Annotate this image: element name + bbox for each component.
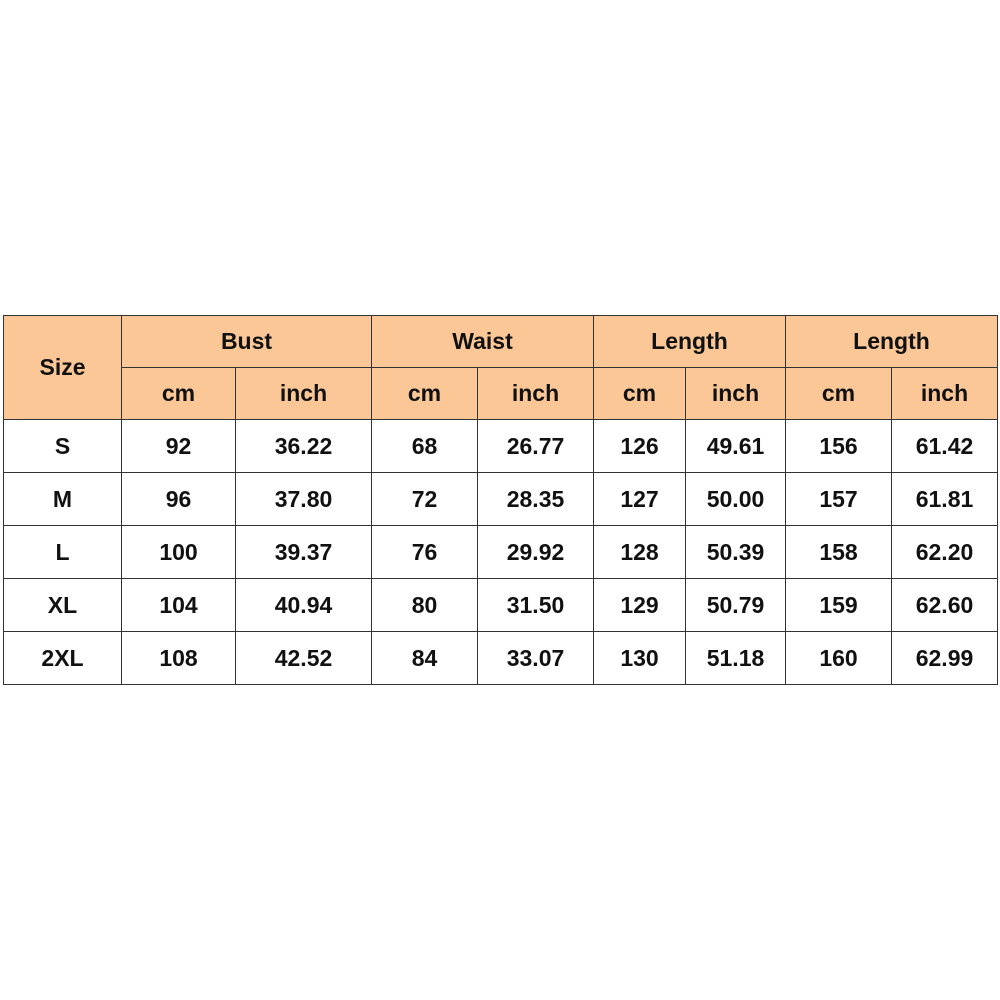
value-cell: 61.81 (892, 473, 998, 526)
value-cell: 158 (786, 526, 892, 579)
table-header (4, 316, 998, 420)
value-cell: 96 (122, 473, 236, 526)
value-cell: 62.99 (892, 632, 998, 685)
size-cell: L (4, 526, 122, 579)
size-chart-table (3, 315, 998, 685)
table-row-l (4, 526, 998, 579)
value-cell: 40.94 (236, 579, 372, 632)
value-cell: 127 (594, 473, 686, 526)
unit-header: cm (372, 368, 478, 420)
header-row-groups (4, 316, 998, 368)
value-cell: 72 (372, 473, 478, 526)
value-cell: 129 (594, 579, 686, 632)
table-row-s (4, 420, 998, 473)
value-cell: 108 (122, 632, 236, 685)
value-cell: 126 (594, 420, 686, 473)
value-cell: 26.77 (478, 420, 594, 473)
unit-header: cm (786, 368, 892, 420)
unit-header: inch (686, 368, 786, 420)
value-cell: 50.39 (686, 526, 786, 579)
group-header-length-2: Length (786, 316, 998, 368)
value-cell: 42.52 (236, 632, 372, 685)
value-cell: 92 (122, 420, 236, 473)
value-cell: 160 (786, 632, 892, 685)
size-cell: M (4, 473, 122, 526)
value-cell: 51.18 (686, 632, 786, 685)
value-cell: 37.80 (236, 473, 372, 526)
table-body (4, 420, 998, 685)
unit-header: cm (594, 368, 686, 420)
unit-header: cm (122, 368, 236, 420)
value-cell: 68 (372, 420, 478, 473)
value-cell: 76 (372, 526, 478, 579)
value-cell: 157 (786, 473, 892, 526)
header-row-units (4, 368, 998, 420)
value-cell: 49.61 (686, 420, 786, 473)
value-cell: 159 (786, 579, 892, 632)
value-cell: 39.37 (236, 526, 372, 579)
value-cell: 61.42 (892, 420, 998, 473)
value-cell: 33.07 (478, 632, 594, 685)
size-cell: XL (4, 579, 122, 632)
unit-header: inch (892, 368, 998, 420)
value-cell: 156 (786, 420, 892, 473)
value-cell: 100 (122, 526, 236, 579)
value-cell: 130 (594, 632, 686, 685)
value-cell: 50.79 (686, 579, 786, 632)
value-cell: 62.60 (892, 579, 998, 632)
value-cell: 84 (372, 632, 478, 685)
value-cell: 50.00 (686, 473, 786, 526)
value-cell: 62.20 (892, 526, 998, 579)
group-header-waist: Waist (372, 316, 594, 368)
value-cell: 36.22 (236, 420, 372, 473)
table-row-m (4, 473, 998, 526)
group-header-length-1: Length (594, 316, 786, 368)
unit-header: inch (236, 368, 372, 420)
group-header-bust: Bust (122, 316, 372, 368)
table-row-xl (4, 579, 998, 632)
table-row-2xl (4, 632, 998, 685)
size-cell: S (4, 420, 122, 473)
value-cell: 29.92 (478, 526, 594, 579)
value-cell: 80 (372, 579, 478, 632)
value-cell: 31.50 (478, 579, 594, 632)
value-cell: 128 (594, 526, 686, 579)
value-cell: 104 (122, 579, 236, 632)
size-cell: 2XL (4, 632, 122, 685)
unit-header: inch (478, 368, 594, 420)
value-cell: 28.35 (478, 473, 594, 526)
size-header: Size (4, 316, 122, 420)
